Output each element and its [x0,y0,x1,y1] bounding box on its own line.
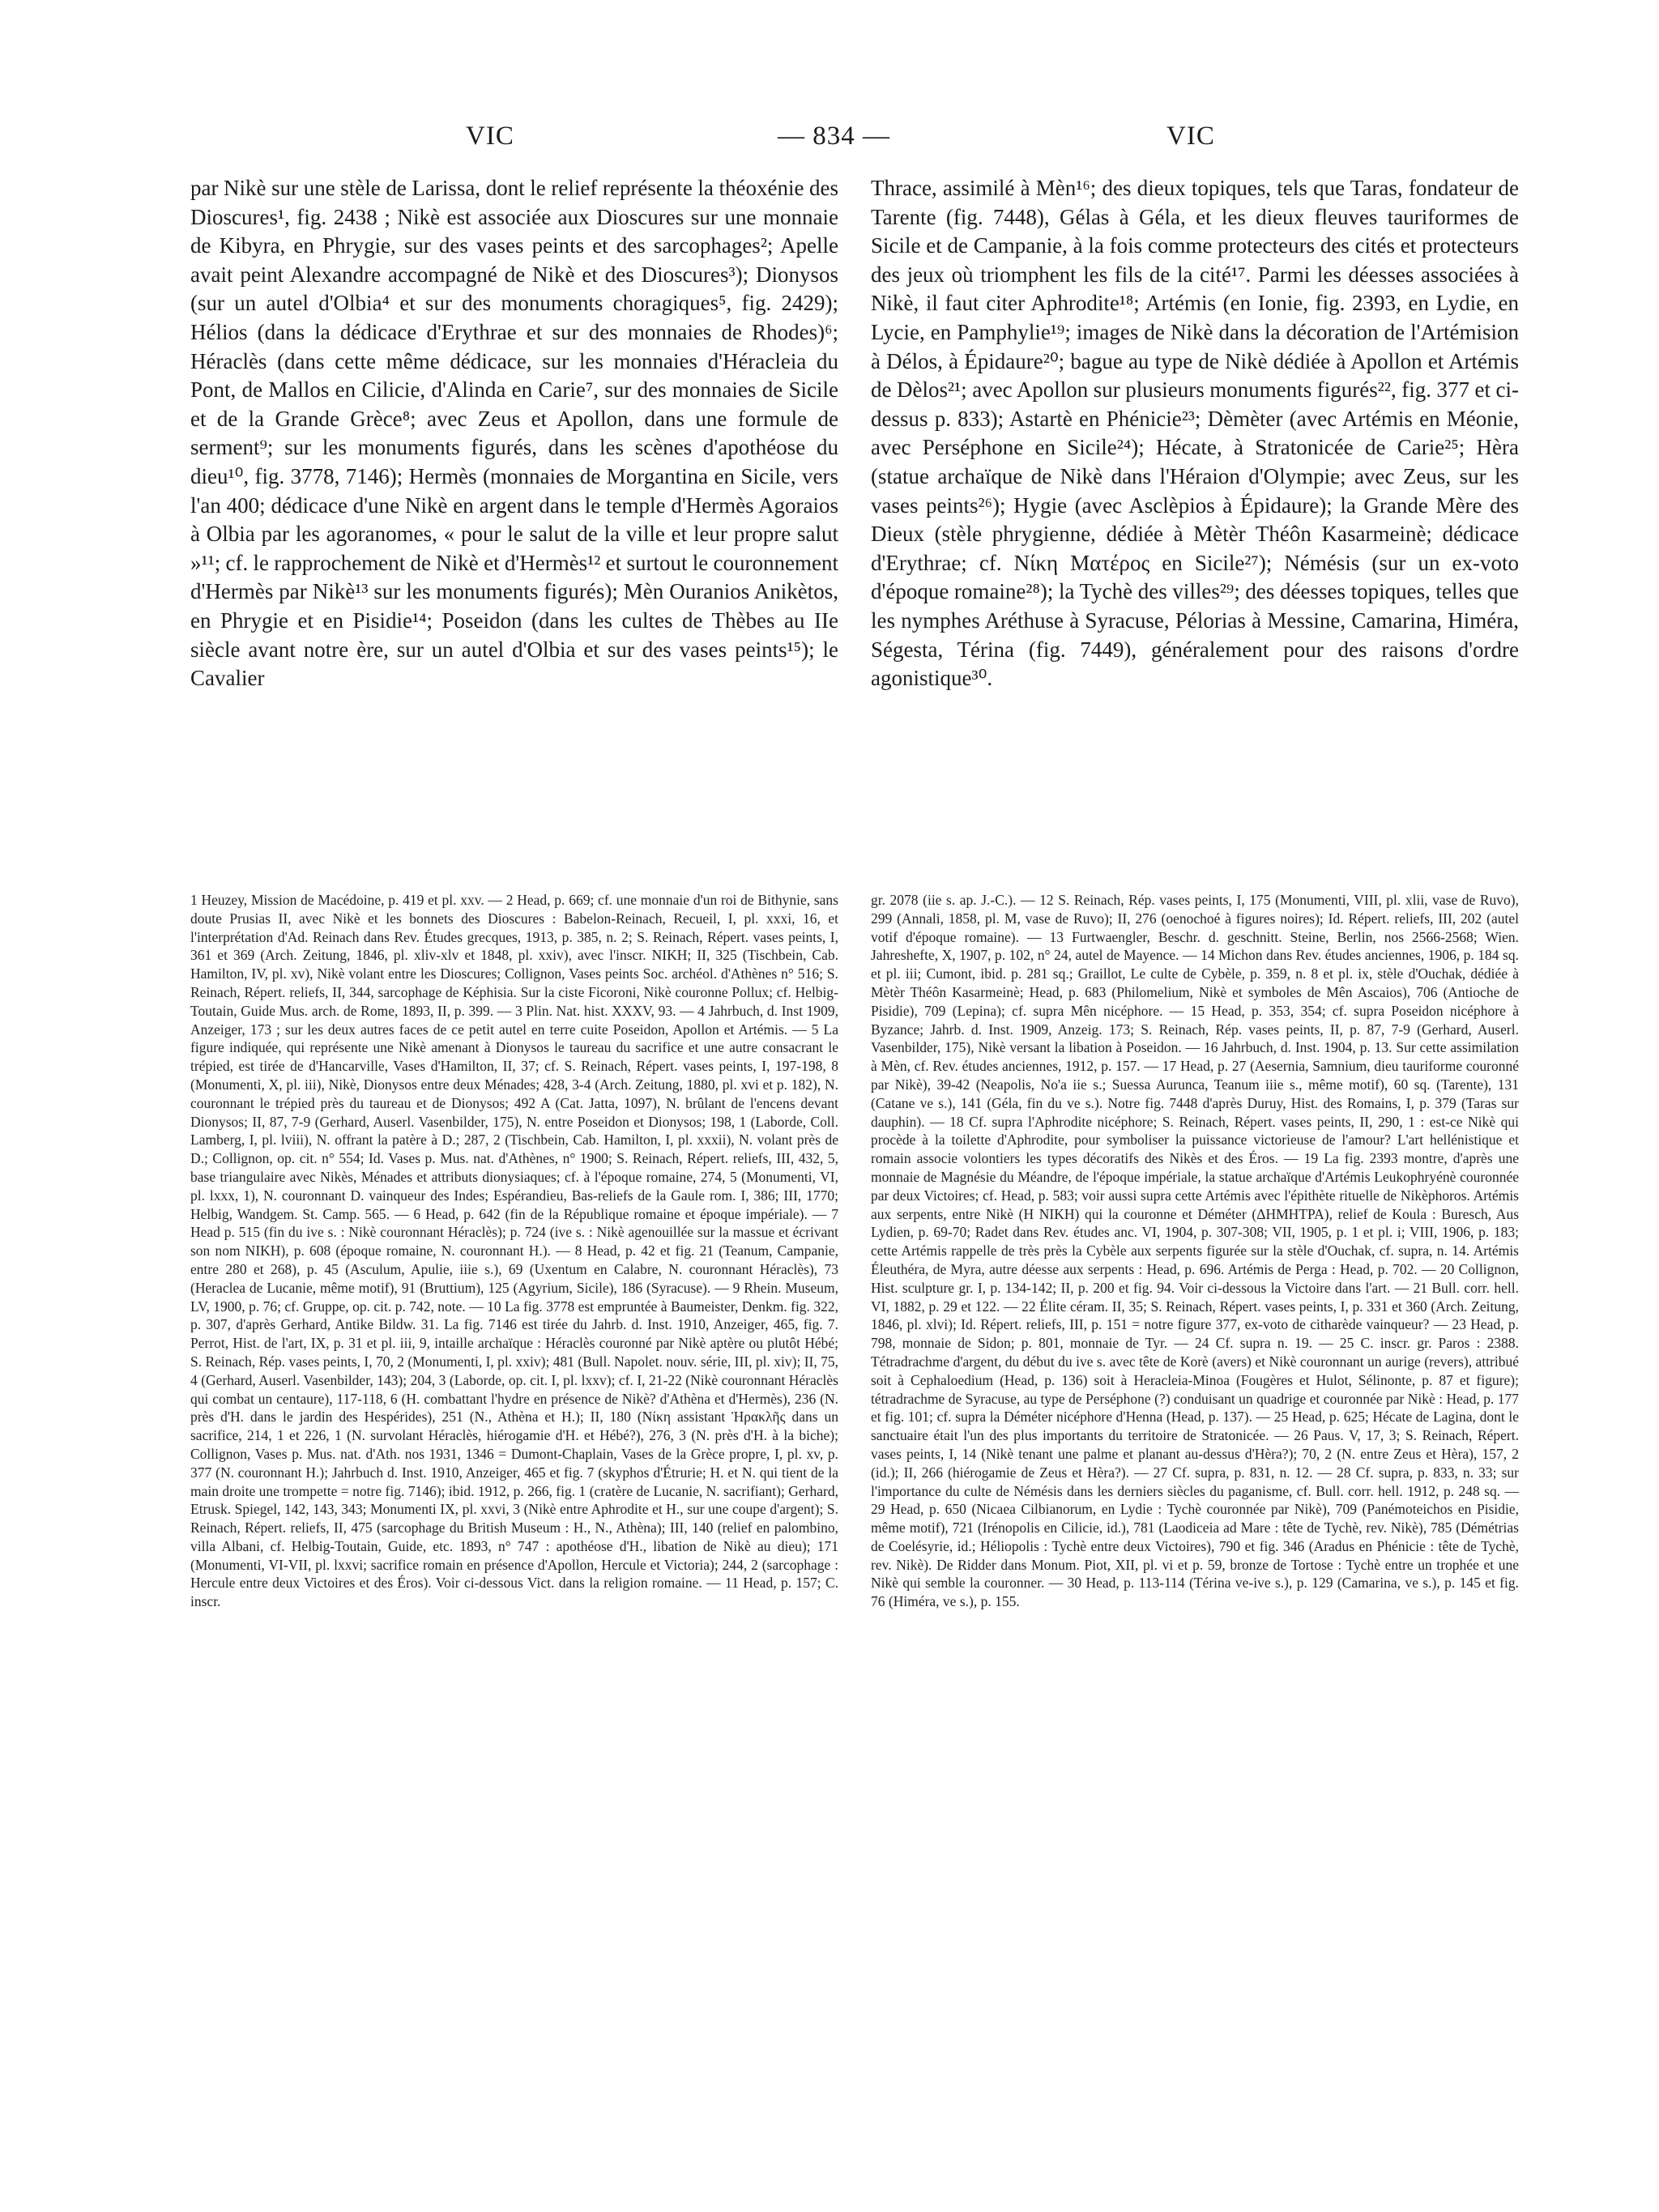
running-header [0,121,1659,162]
right-footnotes-text: gr. 2078 (iie s. ap. J.-C.). — 12 S. Reinach, Rép. vases peints, I, 175 (Monumenti, VIII, pl. xlii, vase de Ruvo), 299 (Annali, 1858, pl. M, vase de Ruvo); II, 276 (oenochoé à figures noires); Id. Répert. reliefs, III, 202 (autel votif d'époque romaine). — 13 Furtwaengler, Beschr. d. geschnitt. Steine, Berlin, nos 2566-2568; Wien. Jahreshefte, X, 1907, p. 102, n° 24, autel de Mayence. — 14 Michon dans Rev. études anciennes, 1906, p. 184 sq. et pl. iii; Cumont, ibid. p. 281 sq.; Graillot, Le culte de Cybèle, p. 359, n. 8 et pl. ix, stèle d'Ouchak, dédiée à Mètèr Théôn Kasarmeinè; Head, p. 683 (Philomelium, Nikè et symboles de Mên Ascaios), 706 (Antioche de Pisidie), 709 (Lepina); cf. supra Mên nicéphore. — 15 Head, p. 353, 354; cf. supra Poseidon nicéphore à Byzance; Jahrb. d. Inst. 1909, Anzeig. 173; S. Reinach, Rép. vases peints, II, p. 87, 7-9 (Gerhard, Auserl. Vasenbilder, 175), Nikè versant la libation à Poseidon. — 16 Jahrbuch, d. Inst. 1904, p. 13. Sur cette assimilation à Mèn, cf. Rev. études anciennes, 1912, p. 157. — 17 Head, p. 27 (Aesernia, Samnium, dieu tauriforme couronné par Nikè), 39-42 (Neapolis, No'a iie s.; Suessa Aurunca, Teanum iiie s., même motif), 60 sq. (Tarente), 131 (Catane ve s.), 141 (Géla, fin du ve s.). Notre fig. 7448 d'après Duruy, Hist. des Romains, I, p. 379 (Taras sur dauphin). — 18 Cf. supra l'Aphrodite nicéphore; S. Reinach, Répert. vases peints, II, 290, 1 : est-ce Nikè qui procède à la toilette d'Aphrodite, pour symboliser la puissance victorieuse de l'amour? L'art hellénistique et romain associe volontiers les types décoratifs des Nikès et des Éros. — 19 La fig. 2393 montre, d'après une monnaie de Magnésie du Méandre, de l'époque impériale, la statue archaïque d'Artémis Leukophryénè couronnée par deux Victoires; cf. Head, p. 583; voir aussi supra cette Artémis avec l'épithète rituelle de Nikèphoros. Artémis aux serpents, entre Nikè (Η ΝΙΚΗ) qui la couronne et Déméter (ΔΗΜΗΤΡΑ), relief de Koula : Buresch, Aus Lydien, p. 69-70; Radet dans Rev. études anc. VI, 1904, p. 307-308; VII, 1905, p. 1 et pl. i; VIII, 1906, p. 183; cette Artémis rappelle de très près la Cybèle aux serpents figurée sur la stèle d'Ouchak, cf. supra, n. 14. Artémis Éleuthéra, de Myra, autre déesse aux serpents : Head, p. 696. Artémis de Perga : Head, p. 702. — 20 Collignon, Hist. sculpture gr. I, p. 134-142; II, p. 200 et fig. 94. Voir ci-dessous la Victoire dans l'art. — 21 Bull. corr. hell. VI, 1882, p. 29 et 122. — 22 Élite céram. II, 35; S. Reinach, Répert. vases peints, I, p. 331 et 360 (Arch. Zeitung, 1846, pl. xlvi); Id. Répert. reliefs, III, p. 151 = notre figure 377, ex-voto de citharède vainqueur? — 23 Head, p. 798, monnaie de Sidon; p. 801, monnaie de Tyr. — 24 Cf. supra n. 19. — 25 C. inscr. gr. Paros : 2388. Tétradrachme d'argent, du début du ive s. avec tête de Korè (avers) et Nikè couronnant un aurige (revers), attribué soit à Cephaloedium (Head, p. 136) soit à Heracleia-Minoa (Fougères et Hulot, Sélinonte, p. 87 et figure); tétradrachme de Syracuse, au type de Perséphone (?) conduisant un quadrige et couronnée par Nikè : Head, p. 177 et fig. 101; cf. supra la Déméter nicéphore d'Henna (Head, p. 137). — 25 Head, p. 625; Hécate de Lagina, dont le sanctuaire était l'un des plus importants du territoire de Stratonicée. — 26 Paus. V, 17, 3; S. Reinach, Répert. vases peints, I, 14 (Nikè tenant une palme et planant au-dessus d'Hèra?); 70, 2 (N. entre Zeus et Hèra), 157, 2 (id.); II, 266 (hiérogamie de Zeus et Hèra?). — 27 Cf. supra, p. 831, n. 12. — 28 Cf. supra, p. 833, n. 33; sur l'importance du culte de Némésis dans les derniers siècles du paganisme, cf. Bull. corr. hell. 1912, p. 248 sq. — 29 Head, p. 650 (Nicaea Cilbianorum, en Lydie : Tychè couronnée par Nikè), 709 (Panémoteichos en Pisidie, même motif), 721 (Irénopolis en Cilicie, id.), 781 (Laodiceia ad Mare : tête de Tychè, rev. Nikè), 785 (Démétrias de Coelésyrie, id.; Héliopolis : Tychè entre deux Victoires), 790 et fig. 346 (Aradus en Phénicie : tête de Tychè, rev. Nikè). De Ridder dans Monum. Piot, XII, pl. vi et p. 59, bronze de Tortose : Tychè entre un trophée et une Nikè qui semble la couronner. — 30 Head, p. 113-114 (Térina ve-ive s.), p. 129 (Camarina, ve s.), p. 145 et fig. 76 (Himéra, ve s.), p. 155. [871,892,1519,1610]
left-body-text: par Nikè sur une stèle de Larissa, dont le relief représente la théoxénie des Dioscures¹, fig. 2438 ; Nikè est associée aux Dioscures sur une monnaie de Kibyra, en Phrygie, sur des vases peints et des sarcophages²; Apelle avait peint Alexandre accompagné de Nikè et des Dioscures³); Dionysos (sur un autel d'Olbia⁴ et sur des monuments choragiques⁵, fig. 2429); Hélios (dans la dédicace d'Erythrae et sur des monnaies de Rhodes)⁶; Héraclès (dans cette même dédicace, sur les monnaies d'Héracleia du Pont, de Mallos en Cilicie, d'Alinda en Carie⁷, sur des monnaies de Sicile et de la Grande Grèce⁸; avec Zeus et Apollon, dans une formule de serment⁹; sur les monuments figurés, dans les scènes d'apothéose du dieu¹⁰, fig. 3778, 7146); Hermès (monnaies de Morgantina en Sicile, vers l'an 400; dédicace d'une Nikè en argent dans le temple d'Hermès Agoraios à Olbia par les agoranomes, « pour le salut de la ville et leur propre salut »¹¹; cf. le rapprochement de Nikè et d'Hermès¹² et surtout le couronnement d'Hermès par Nikè¹³ sur les monuments figurés); Mèn Ouranios Anikètos, en Phrygie et en Pisidie¹⁴; Poseidon (dans les cultes de Thèbes au IIe siècle avant notre ère, sur un autel d'Olbia et sur des vases peints¹⁵); le Cavalier [190,176,838,691]
page-number: — 834 — [778,121,890,151]
right-body-text: Thrace, assimilé à Mèn¹⁶; des dieux topiques, tels que Taras, fondateur de Tarente (fig. 7448), Gélas à Géla, et les dieux fleuves tauriformes de Sicile et de Campanie, à la fois comme protecteurs des cités et protecteurs des jeux où triomphent les fils de la cité¹⁷. Parmi les déesses associées à Nikè, il faut citer Aphrodite¹⁸; Artémis (en Ionie, fig. 2393, en Lydie, en Lycie, en Pamphylie¹⁹; images de Nikè dans la décoration de l'Artémision à Délos, à Épidaure²⁰; bague au type de Nikè dédiée à Apollon et Artémis de Dèlos²¹; avec Apollon sur plusieurs monuments figurés²², fig. 377 et ci-dessus p. 833); Astartè en Phénicie²³; Dèmèter (avec Artémis en Méonie, avec Perséphone en Sicile²⁴); Hécate, à Stratonicée de Carie²⁵; Hèra (statue archaïque de Nikè dans l'Héraion d'Olympie; avec Zeus, sur les vases peints²⁶); Hygie (avec Asclèpios à Épidaure); la Grande Mère des Dieux (stèle phrygienne, dédiée à Mètèr Théôn Kasarmeinè; dédicace d'Erythrae; cf. Νίκη Ματέρος en Sicile²⁷); Némésis (sur un ex-voto d'époque romaine²⁸); la Tychè des villes²⁹; des déesses topiques, telles que les nymphes Aréthuse à Syracuse, Pélorias à Messine, Camarina, Himéra, Ségesta, Térina (fig. 7449), généralement pour des raisons d'ordre agonistique³⁰. [871,176,1519,691]
left-footnotes-text: 1 Heuzey, Mission de Macédoine, p. 419 et pl. xxv. — 2 Head, p. 669; cf. une monnaie d'un roi de Bithynie, sans doute Prusias II, avec Nikè et les bonnets des Dioscures : Babelon-Reinach, Recueil, I, pl. xxxi, 16, et l'interprétation d'Ad. Reinach dans Rev. Études grecques, 1913, p. 385, n. 2; S. Reinach, Répert. vases peints, I, 361 et 369 (Arch. Zeitung, 1846, pl. xliv-xlv et 1848, pl. xxiv), avec l'inscr. ΝΙΚΗ; II, 325 (Tischbein, Cab. Hamilton, IV, pl. xv), Nikè volant entre les Dioscures; Collignon, Vases peints Soc. archéol. d'Athènes n° 516; S. Reinach, Répert. reliefs, II, 344, sarcophage de Képhisia. Sur la ciste Ficoroni, Nikè couronne Pollux; cf. Helbig-Toutain, Guide Mus. arch. de Rome, 1893, II, p. 399. — 3 Plin. Nat. hist. XXXV, 93. — 4 Jahrbuch, d. Inst 1909, Anzeiger, 173 ; sur les deux autres faces de ce petit autel en terre cuite Poseidon, Apollon et Artémis. — 5 La figure indiquée, qui représente une Nikè amenant à Dionysos le taureau du sacrifice et une autre consacrant le trépied, est tirée de d'Hancarville, Vases d'Hamilton, II, 37; cf. S. Reinach, Répert. vases peints, I, 197-198, 8 (Monumenti, X, pl. iii), Nikè, Dionysos entre deux Ménades; 428, 3-4 (Arch. Zeitung, 1880, pl. xvi et p. 182), N. couronnant le trépied près du taureau et de Dionysos; 492 A (Cat. Jatta, 1097), N. brûlant de l'encens devant Dionysos; II, 87, 7-9 (Gerhard, Auserl. Vasenbilder, 175), N. entre Poseidon et Dionysos; 198, 1 (Laborde, Coll. Lamberg, I, pl. lviii), N. offrant la patère à D.; 287, 2 (Tischbein, Cab. Hamilton, I, pl. xxxii), N. volant près de D.; Collignon, op. cit. n° 554; Id. Vases p. Mus. nat. d'Athènes, n° 1900; S. Reinach, Répert. reliefs, III, 432, 5, base triangulaire avec Nikès, Ménades et attributs dionysiaques; cf. à l'époque romaine, 274, 5 (Monumenti, VI, pl. lxxx, 1), N. couronnant D. vainqueur des Indes; Espérandieu, Bas-reliefs de la Gaule rom. I, 386; III, 1770; Helbig, Wandgem. St. Camp. 565. — 6 Head, p. 642 (fin de la République romaine et époque impériale). — 7 Head p. 515 (fin du ive s. : Nikè couronnant Héraclès); p. 724 (ive s. : Nikè agenouillée sur la massue et écrivant son nom ΝΙΚΗ), p. 608 (époque romaine, N. couronnant H.). — 8 Head, p. 42 et fig. 21 (Teanum, Campanie, entre 280 et 268), p. 45 (Asculum, Apulie, iiie s.), 69 (Uxentum en Calabre, N. couronnant Héraclès), 73 (Heraclea de Lucanie, même motif), 91 (Bruttium), 125 (Agyrium, Sicile), 186 (Syracuse). — 9 Rhein. Museum, LV, 1900, p. 76; cf. Gruppe, op. cit. p. 742, note. — 10 La fig. 3778 est empruntée à Baumeister, Denkm. fig. 322, p. 307, d'après Gerhard, Antike Bildw. 31. La fig. 7146 est tirée du Jahrb. d. Inst. 1910, Anzeiger, 465, fig. 7. Perrot, Hist. de l'art, IX, p. 31 et pl. iii, 9, intaille archaïque : Héraclès couronné par Nikè aptère ou plutôt Hébé; S. Reinach, Rép. vases peints, I, 70, 2 (Monumenti, I, pl. xxiv); 481 (Bull. Napolet. nouv. série, III, pl. xiv); II, 75, 4 (Gerhard, Auserl. Vasenbilder, 143); 204, 3 (Laborde, op. cit. I, pl. lxxv); cf. I, 21-22 (Nikè couronnant Héraclès qui combat un centaure), 117-118, 6 (H. combattant l'hydre en présence de Nikè? d'Athèna et d'Hermès), 236 (N. près d'H. dans le jardin des Hespérides), 251 (N., Athèna et H.); II, 180 (Νίκη assistant Ἡρακλῆς dans un sacrifice, 214, 1 et 226, 1 (N. survolant Héraclès, hiérogamie d'H. et Hébé?), 276, 3 (N. près d'H. à la biche); Collignon, Vases p. Mus. nat. d'Ath. nos 1931, 1346 = Dumont-Chaplain, Vases de la Grèce propre, I, pl. xv, p. 377 (N. couronnant H.); Jahrbuch d. Inst. 1910, Anzeiger, 465 et fig. 7 (skyphos d'Étrurie; H. et N. qui tient de la main droite une trompette = notre fig. 7146); ibid. 1912, p. 266, fig. 1 (cratère de Lucanie, N. sacrifiant); Gerhard, Etrusk. Spiegel, 142, 143, 343; Monumenti IX, pl. xxvi, 3 (Nikè entre Aphrodite et H., sur une coupe d'argent); S. Reinach, Répert. reliefs, II, 475 (sarcophage du British Museum : H., N., Athèna); III, 140 (relief en palombino, villa Albani, cf. Helbig-Toutain, Guide, etc. 1893, n° 747 : apothéose d'H., libation de Nikè au dieu); 171 (Monumenti, VI-VII, pl. lxxvi; sacrifice romain en présence d'Apollon, Hercule et Victoria); 244, 2 (sarcophage : Hercule entre deux Victoires et des Éros). Voir ci-dessous Vict. dans la religion romaine. — 11 Head, p. 157; C. inscr. [190,892,838,1610]
right-footnotes [871,891,1519,1611]
right-body [871,174,1519,693]
header-left-word: VIC [466,121,514,151]
left-footnotes [190,891,838,1611]
right-column [871,174,1519,1610]
left-column [190,174,838,1610]
header-right-word: VIC [1166,121,1215,151]
left-body [190,174,838,693]
